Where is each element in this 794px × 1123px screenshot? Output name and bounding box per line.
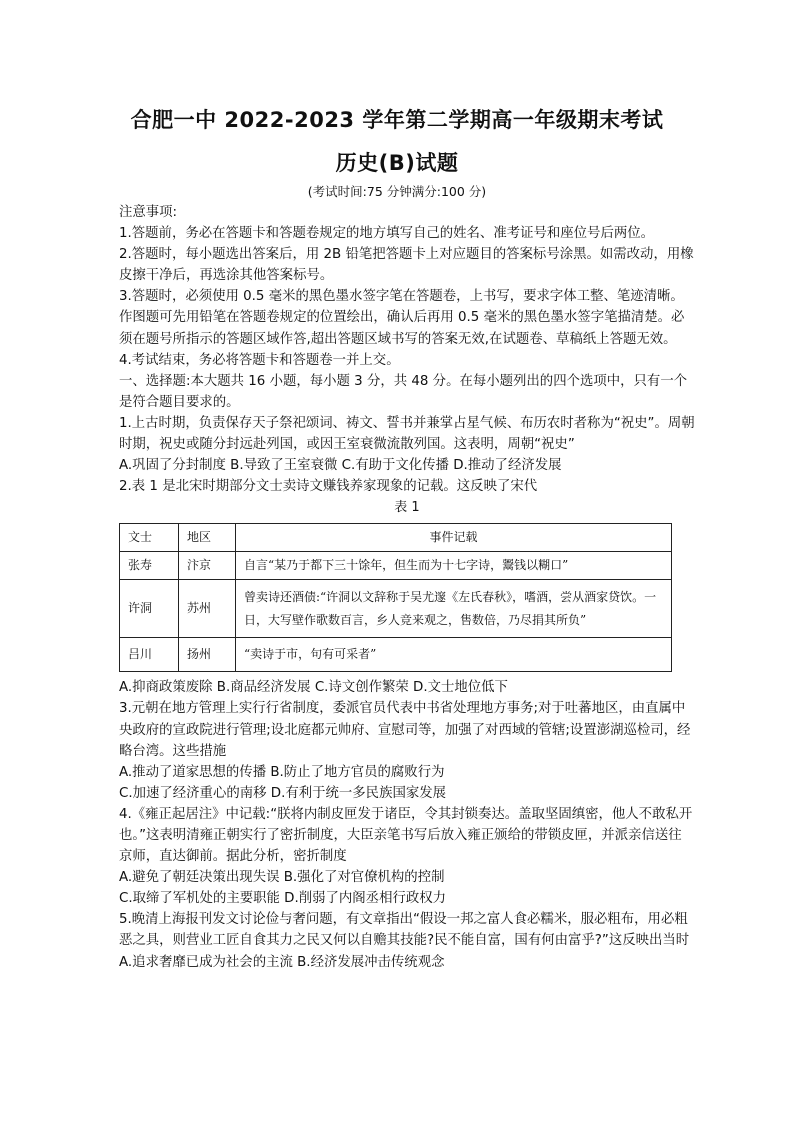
exam-title: 合肥一中 2022-2023 学年第二学期高一年级期末考试 <box>130 108 664 132</box>
notice-heading: 注意事项: <box>119 205 178 220</box>
table-cell: 苏州 <box>179 580 236 638</box>
table-row <box>120 552 672 580</box>
question-4-options: A.避免了朝廷决策出现失误 B.强化了对官僚机构的控制 <box>119 870 445 886</box>
question-1-stem: 1.上古时期，负责保存天子祭祀颂词、祷文、誓书并兼掌占星气候、布历农时者称为“祝史”。周朝时期，祝史或随分封远赴列国，或因王室衰微流散列国。这表明，周朝“祝史” <box>119 415 695 453</box>
exam-content <box>119 202 695 973</box>
records-table <box>119 523 672 672</box>
question-3-stem: 3.元朝在地方管理上实行行省制度，委派官员代表中书省处理地方事务;对于吐蕃地区，由直属中央政府的宣政院进行管理;设北庭都元帅府、宣慰司等，加强了对西域的管辖;设置澎湖巡检司，经略台湾。这些措施 <box>119 701 691 759</box>
table-cell: 曾卖诗还酒债:“许洞以文辞称于吴尤邃《左氏春秋》，嗜酒，尝从酒家贷饮。一日，大写壁作歌数百言，乡人竞来观之，售数倍，乃尽捐其所负” <box>236 580 672 638</box>
question-2-options: A.抑商政策废除 B.商品经济发展 C.诗文创作繁荣 D.文士地位低下 <box>119 680 508 696</box>
table-caption: 表 1 <box>394 500 420 516</box>
question-3-options: C.加速了经济重心的南移 D.有利于统一多民族国家发展 <box>119 785 447 801</box>
table-cell: 扬州 <box>179 638 236 672</box>
question-1-options: A.巩固了分封制度 B.导致了王室衰微 C.有助于文化传播 D.推动了经济发展 <box>119 458 562 474</box>
table-cell: 许洞 <box>120 580 179 638</box>
table-header-cell: 文士 <box>120 524 179 552</box>
table-cell: 吕川 <box>120 638 179 672</box>
question-5-options: A.追求奢靡已成为社会的主流 B.经济发展冲击传统观念 <box>119 954 445 970</box>
table-header-cell: 地区 <box>179 524 236 552</box>
table-cell: 自言“某乃于都下三十馀年，但生而为十七字诗，鬻钱以糊口” <box>236 552 672 580</box>
exam-time-score: (考试时间:75 分钟满分:100 分) <box>307 184 487 199</box>
table-row <box>120 580 672 638</box>
notice-item: 4.考试结束，务必将答题卡和答题卷一并上交。 <box>119 352 400 368</box>
table-row <box>120 638 672 672</box>
table-cell: 汴京 <box>179 552 236 580</box>
question-5-stem: 5.晚清上海报刊发文讨论俭与奢问题，有文章指出“假设一邦之富人食必糯米，服必粗布，用必粗恶之具，则营业工匠自食其力之民又何以自赡其技能?民不能自富，国有何由富乎?”这反映出当时 <box>119 912 690 949</box>
question-4-stem: 4.《雍正起居注》中记载:“朕将内制皮匣发于诸臣，令其封锁奏达。盖取坚固缜密，他人不敢私开也。”这表明清雍正朝实行了密折制度，大臣亲笔书写后放入雍正颁给的带锁皮匣，并派亲信送往京师，直达御前。据此分析，密折制度 <box>119 806 693 865</box>
question-4-options: C.取缔了军机处的主要职能 D.削弱了内阁丞相行政权力 <box>119 891 447 907</box>
notice-item: 1.答题前，务必在答题卡和答题卷规定的地方填写自己的姓名、准考证号和座位号后两位。 <box>119 226 655 242</box>
question-3-options: A.推动了道家思想的传播 B.防止了地方官员的腐败行为 <box>119 764 445 780</box>
notice-item: 3.答题时，必须使用 0.5 毫米的黑色墨水签字笔在答题卷，上书写，要求字体工整、笔迹清晰。作图题可先用铅笔在答题卷规定的位置绘出，确认后再用 0.5 毫米的黑色墨水签字笔描清楚。必须在题号所指示的答题区域作答,超出答题区域书写的答案无效,在试题卷、草稿纸上答题无效。 <box>119 289 685 347</box>
table-header-cell: 事件记载 <box>236 524 672 552</box>
table-header-row <box>120 524 672 552</box>
question-2-stem: 2.表 1 是北宋时期部分文士卖诗文赚钱养家现象的记载。这反映了宋代 <box>119 479 538 495</box>
exam-subject-title: 历史(B)试题 <box>335 151 459 175</box>
table-cell: 张寿 <box>120 552 179 580</box>
section-intro: 一、选择题:本大题共 16 小题，每小题 3 分，共 48 分。在每小题列出的四个选项中，只有一个是符合题目要求的。 <box>119 373 688 410</box>
notice-item: 2.答题时，每小题选出答案后，用 2B 铅笔把答题卡上对应题目的答案标号涂黑。如需改动，用橡皮擦干净后，再选涂其他答案标号。 <box>119 247 694 284</box>
table-cell: “卖诗于市，句有可采者” <box>236 638 672 672</box>
